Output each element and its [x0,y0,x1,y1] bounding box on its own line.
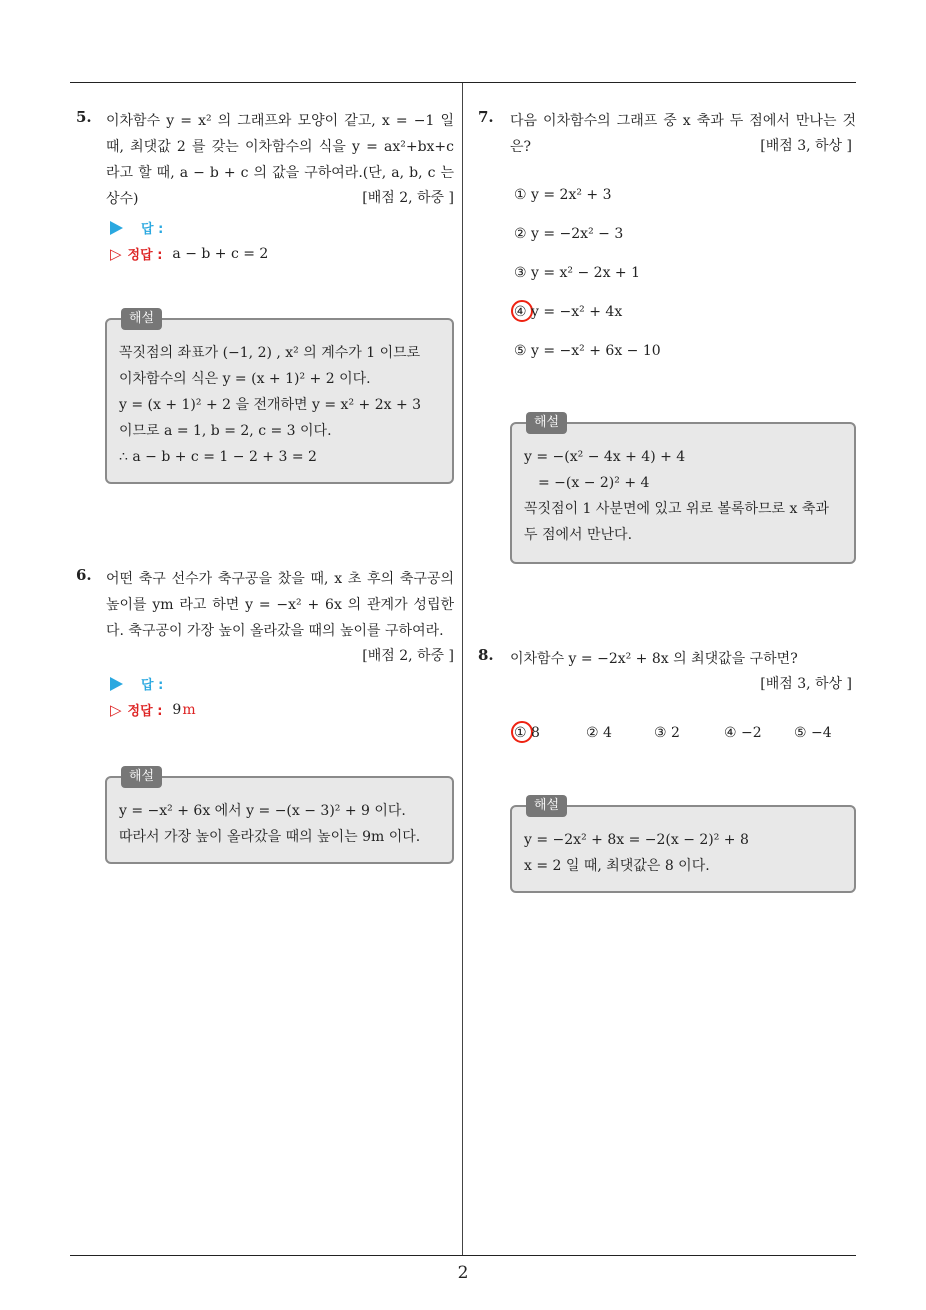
score-meta: [배점 3, 하상 ] [760,138,852,154]
choice-4[interactable]: ④ y = −x² + 4x [514,304,623,320]
explanation-line: ∴ a − b + c = 1 − 2 + 3 = 2 [119,449,317,465]
correct-answer-row [110,700,196,719]
explanation-tag: 해설 [121,308,162,330]
choice-3[interactable]: ③ y = x² − 2x + 1 [514,265,641,281]
explanation-line: 꼭짓점의 좌표가 (−1, 2) , x² 의 계수가 1 이므로 [119,345,421,361]
question-number: 5. [76,108,92,126]
play-arrow-icon [110,677,123,691]
explanation-line: y = −2x² + 8x = −2(x − 2)² + 8 [524,832,749,848]
correct-value: a − b + c = 2 [172,245,269,262]
question-number: 8. [478,646,494,664]
top-rule [70,82,856,83]
explanation-line: 꼭짓점이 1 사분면에 있고 위로 볼록하므로 x 축과 [524,501,829,517]
explanation-line: y = −(x² − 4x + 4) + 4 [524,449,686,465]
explanation-line: 두 점에서 만난다. [524,527,633,543]
score-meta: [배점 3, 하상 ] [760,676,852,692]
explanation-line: = −(x − 2)² + 4 [538,475,650,491]
correct-label: 정답 : [127,704,163,719]
explanation-tag: 해설 [526,412,567,434]
choice-5[interactable]: ⑤ y = −x² + 6x − 10 [514,343,661,359]
choice-4[interactable]: ④ −2 [724,725,762,741]
question-text: 다음 이차함수의 그래프 중 x 축과 두 점에서 만나는 것은? [510,113,856,155]
correct-label: 정답 : [127,248,163,263]
answer-row [110,674,163,693]
explanation-line: 이므로 a = 1, b = 2, c = 3 이다. [119,423,332,439]
explanation-line: x = 2 일 때, 최댓값은 8 이다. [524,858,710,874]
choice-list [514,725,854,745]
choice-1[interactable]: ① y = 2x² + 3 [514,187,612,203]
play-arrow-icon [110,221,123,235]
explanation-tag: 해설 [526,795,567,817]
question-7 [478,108,856,568]
question-8 [478,646,856,896]
question-text: 어떤 축구 선수가 축구공을 찼을 때, x 초 후의 축구공의 높이를 ym 라고 하면 y = −x² + 6x 의 관계가 성립한다. 축구공이 가장 높이 올라갔을 때의 높이를 구하여라. [106,571,454,639]
answer-label: 답 : [141,678,164,693]
explanation-line: y = (x + 1)² + 2 을 전개하면 y = x² + 2x + 3 [119,397,422,413]
column-divider [462,83,463,1255]
explanation-line: 이차함수의 식은 y = (x + 1)² + 2 이다. [119,371,371,387]
explanation-box [510,415,856,564]
explanation-line: 따라서 가장 높이 올라갔을 때의 높이는 9m 이다. [119,829,421,845]
explanation-box [105,311,454,484]
correct-value: 9m [172,701,196,718]
explanation-box [105,769,454,864]
choice-3[interactable]: ③ 2 [654,725,680,741]
choice-2[interactable]: ② y = −2x² − 3 [514,226,624,242]
correct-unit: m [182,701,196,718]
choice-2[interactable]: ② 4 [586,725,612,741]
correct-answer-row [110,244,268,263]
choice-1[interactable]: ① 8 [514,725,540,741]
hollow-triangle-icon: ▷ [110,700,122,719]
explanation-tag: 해설 [121,766,162,788]
bottom-rule [70,1255,856,1256]
score-meta: [배점 2, 하중 ] [362,648,454,664]
score-meta: [배점 2, 하중 ] [362,190,454,206]
question-text: 이차함수 y = x² 의 그래프와 모양이 같고, x = −1 일 때, 최댓값 2 를 갖는 이차함수의 식을 y = ax²+bx+c 라고 할 때, a − b + c 의 값을 구하여라.(단, a, b, c 는 상수) [106,113,454,207]
explanation-box [510,798,856,893]
answer-row [110,218,163,237]
question-number: 6. [76,566,92,584]
question-5 [76,108,454,488]
question-6 [76,566,454,866]
page-number: 2 [457,1263,469,1283]
choice-5[interactable]: ⑤ −4 [794,725,832,741]
hollow-triangle-icon: ▷ [110,244,122,263]
explanation-line: y = −x² + 6x 에서 y = −(x − 3)² + 9 이다. [119,803,406,819]
question-text: 이차함수 y = −2x² + 8x 의 최댓값을 구하면? [510,651,798,667]
question-number: 7. [478,108,494,126]
answer-label: 답 : [141,222,164,237]
